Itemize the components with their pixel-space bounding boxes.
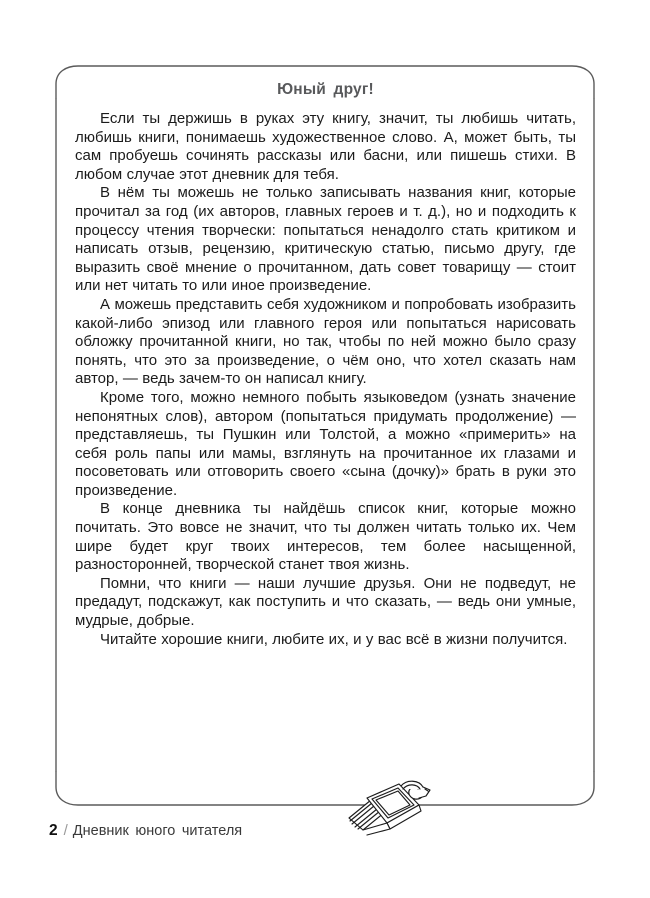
paragraph: В нём ты можешь не только записывать названия книг, которые прочитал за год (их авторов, главных героев и т. д.), но и подходить к процессу чтения творчески: попытаться ненадолго стать критиком и написать отзыв, рецензию, критическую статью, письмо другу, где выразить своё мнение о прочитанном, дать совет товарищу — стоит или нет читать то или иное произведение. — [75, 184, 576, 295]
paragraph: В конце дневника ты найдёшь список книг, которые можно почитать. Это вовсе не значит, что ты должен читать только их. Чем шире будет круг твоих интересов, тем более насыщенной, разносторонней, творческой станет твоя жизнь. — [75, 500, 576, 574]
footer-book-title: Дневник юного читателя — [72, 823, 243, 839]
paragraph: Помни, что книги — наши лучшие друзья. Они не подведут, не предадут, подскажут, как поступить и что сказать, — ведь они умные, мудрые, добрые. — [75, 574, 576, 630]
page-number: 2 — [49, 822, 58, 839]
footer-separator: / — [63, 822, 68, 839]
article-body — [56, 66, 595, 805]
footer — [49, 822, 242, 840]
paragraph: Кроме того, можно немного побыть языковедом (узнать значение непонятных слов), автором (попытаться придумать продолжение) — представляешь, ты Пушкин или Толстой, а можно «примерить» на себя роль папы или мамы, взглянуть на прочитанное их глазами и посоветовать или отговорить своего «сына (дочку)» брать в руки это произведение. — [75, 388, 576, 499]
paragraph: Если ты держишь в руках эту книгу, значит, ты любишь читать, любишь книги, понимаешь художественное слово. А, может быть, ты сам пробуешь сочинять рассказы или басни, или пишешь стихи. В любом случае этот дневник для тебя. — [75, 110, 576, 183]
page-title: Юный друг! — [277, 81, 374, 98]
paragraph: Читайте хорошие книги, любите их, и у вас всё в жизни получится. — [100, 630, 568, 648]
paragraph: А можешь представить себя художником и попробовать изобразить какой-либо эпизод или главного героя или попытаться нарисовать обложку прочитанной книги, но так, чтобы по ней можно было сразу понять, что это за произведение, о чём оно, что хотел сказать нам автор, — ведь зачем-то он написал книгу. — [75, 295, 576, 388]
